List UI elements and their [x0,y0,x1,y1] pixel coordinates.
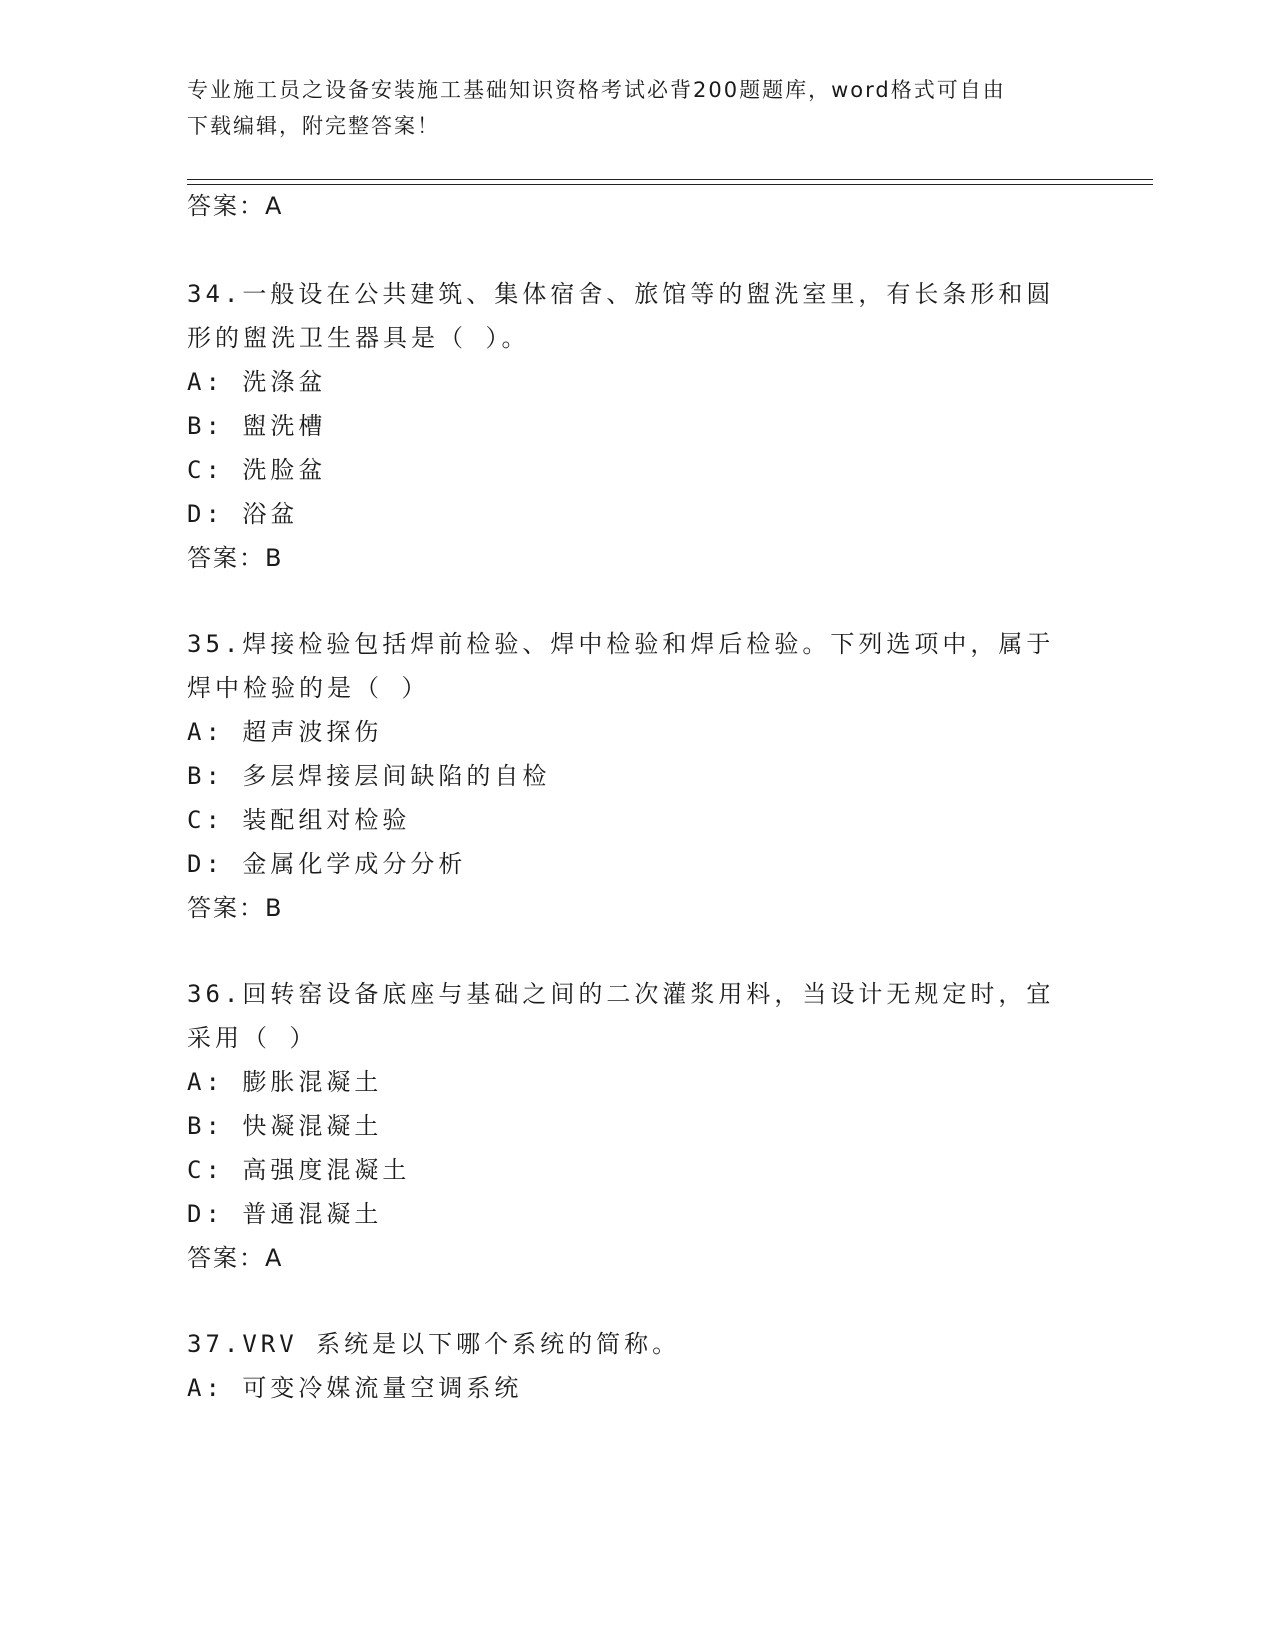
question-34-option-b: B: 盥洗槽 [187,412,327,440]
question-35-text-line-1: 35.焊接检验包括焊前检验、焊中检验和焊后检验。下列选项中，属于 [187,630,1055,658]
question-35-option-c: C: 装配组对检验 [187,806,411,834]
question-35-answer: 答案：B [187,894,284,922]
question-34-option-d: D: 浴盆 [187,500,299,528]
question-36-text-line-1: 36.回转窑设备底座与基础之间的二次灌浆用料，当设计无规定时，宜 [187,980,1055,1008]
header-title-line-2: 下载编辑，附完整答案！ [187,114,440,138]
question-37-text-line-1: 37.VRV 系统是以下哪个系统的简称。 [187,1330,681,1358]
question-35-text-line-2: 焊中检验的是（ ） [187,674,430,702]
question-35-option-d: D: 金属化学成分分析 [187,850,467,878]
header-title-line-1: 专业施工员之设备安装施工基础知识资格考试必背200题题库，word格式可自由 [187,78,1006,102]
question-35-option-a: A: 超声波探伤 [187,718,383,746]
question-34-option-c: C: 洗脸盆 [187,456,327,484]
question-36-answer: 答案：A [187,1244,284,1272]
question-34-answer: 答案：B [187,544,284,572]
document-header [187,72,1087,144]
question-34-option-a: A: 洗涤盆 [187,368,327,396]
header-divider-top [187,179,1153,180]
question-36-text-line-2: 采用（ ） [187,1024,318,1052]
question-36-option-c: C: 高强度混凝土 [187,1156,411,1184]
question-36-option-a: A: 膨胀混凝土 [187,1068,383,1096]
question-34-text-line-1: 34.一般设在公共建筑、集体宿舍、旅馆等的盥洗室里，有长条形和圆 [187,280,1055,308]
question-35-option-b: B: 多层焊接层间缺陷的自检 [187,762,551,790]
question-34-text-line-2: 形的盥洗卫生器具是（ ）。 [187,324,530,352]
header-divider-bottom [187,184,1153,185]
question-36-option-d: D: 普通混凝土 [187,1200,383,1228]
question-36-option-b: B: 快凝混凝土 [187,1112,383,1140]
question-37-option-a: A: 可变冷媒流量空调系统 [187,1374,523,1402]
previous-question-answer: 答案：A [187,192,284,220]
